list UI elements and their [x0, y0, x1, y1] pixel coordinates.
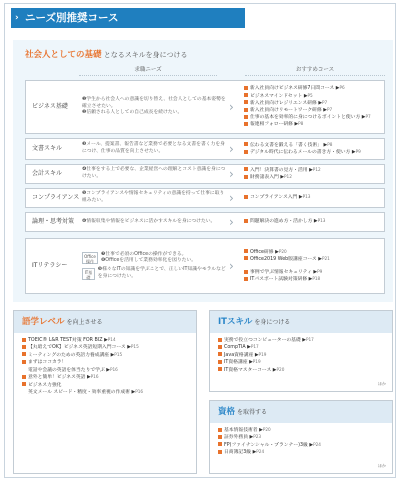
certification-box-title: 資格	[218, 407, 236, 417]
chevron-right-icon: ›	[15, 13, 19, 23]
page-ref: P13	[317, 218, 326, 224]
page	[4, 3, 396, 478]
course-name[interactable]: Office2019 Web版講座コース	[250, 256, 317, 262]
course-name[interactable]: デジタル時代に伝わるメールの書き方・使い方	[250, 150, 351, 155]
course-list	[244, 81, 382, 133]
course-list-item[interactable]	[218, 434, 321, 441]
course-entry[interactable]: 電話や会議の英語を体当たりで学ぶ ▶P16	[28, 366, 118, 373]
needs-text	[82, 81, 226, 133]
course-list-item[interactable]	[218, 427, 321, 434]
panel-heading-rest: となるスキルを身につける	[103, 51, 188, 59]
it-skill-box	[209, 310, 393, 392]
needs-text	[82, 239, 226, 293]
skill-row-it	[25, 238, 385, 294]
page-ref: P9	[317, 269, 323, 274]
basic-skills-panel	[13, 40, 393, 302]
course-name[interactable]: 実務で役立つコンピューターの基礎	[224, 338, 301, 343]
square-bullet-icon	[218, 367, 222, 371]
square-bullet-icon	[218, 450, 222, 454]
course-link[interactable]: 財務諸表入門 ▶P12	[244, 174, 382, 181]
square-bullet-icon	[218, 360, 222, 364]
course-name[interactable]: IT資格マスターコース	[224, 367, 272, 373]
page-ref: P16	[135, 388, 144, 394]
page-ref: P5	[307, 92, 313, 98]
course-name[interactable]: ミーティングのための英語力養成講座	[28, 352, 110, 358]
course-name[interactable]: 日商簿記3級	[224, 450, 252, 456]
square-bullet-icon	[244, 122, 248, 126]
it-skill-box-title: ITスキル	[218, 317, 253, 327]
square-bullet-icon	[244, 195, 248, 199]
need-item: ❷信頼される人としての自己成長を続けたい。	[82, 110, 183, 116]
square-bullet-icon	[22, 345, 26, 349]
page-ref: P8	[327, 141, 333, 147]
square-bullet-icon	[244, 115, 248, 119]
course-entry[interactable]: 証券外務員 ▶P23	[218, 435, 261, 440]
it-skill-box-header	[210, 311, 392, 333]
course-link[interactable]: デジタル時代に伝わるメールの書き方・使い方 ▶P9	[244, 149, 382, 156]
page-ref: P9	[355, 149, 361, 154]
course-name[interactable]: 証券外務員	[224, 435, 248, 441]
course-link[interactable]: Office研修 ▶P20	[244, 249, 382, 256]
certification-box-subtitle: を取得する	[236, 409, 267, 416]
course-list	[244, 239, 382, 293]
course-link[interactable]: 新入社員向けレジリエンス研修 ▶P7	[244, 100, 382, 107]
skill-row	[25, 188, 385, 208]
more-label: ほか	[378, 463, 386, 468]
skill-label: コンプライアンス	[32, 194, 80, 202]
course-link[interactable]: 仕事の基本を効率的に身につけるポイントと使い方 ▶P7	[244, 114, 382, 121]
course-link[interactable]: ITパスポート試験対策研修 ▶P18	[244, 276, 382, 283]
panel-heading	[25, 48, 188, 60]
need-sub-text	[101, 252, 196, 265]
course-name[interactable]: IT資格講座	[224, 360, 248, 366]
page-ref: P21	[321, 255, 330, 261]
course-entry[interactable]: 英文メール スピード・精度・効率重視の作成術 ▶P16	[28, 388, 144, 395]
needs-text	[82, 213, 226, 231]
square-bullet-icon	[244, 167, 248, 171]
page-ref: P20	[278, 248, 287, 254]
column-header-courses: おすすめコース	[245, 64, 385, 76]
it-skill-box-subtitle: を身につける	[254, 319, 291, 326]
chevron-right-icon: ›	[229, 259, 234, 273]
course-list-item[interactable]	[218, 442, 321, 449]
course-name[interactable]: 事例で学ぶ情報セキュリティ	[250, 270, 312, 275]
course-entry[interactable]: TOEIC® L&R TEST対策 FOR BIZ ▶P14	[22, 338, 116, 343]
page-ref: P17	[250, 344, 259, 350]
language-box-title: 語学レベル	[22, 317, 65, 327]
course-name[interactable]: Office研修	[250, 249, 274, 255]
course-list-item[interactable]	[22, 367, 143, 374]
page-ref: P14	[107, 337, 116, 342]
course-name[interactable]: ビジネス力強化	[28, 382, 62, 388]
course-name[interactable]: TOEIC® L&R TEST対策 FOR BIZ	[28, 338, 103, 343]
language-box-header	[14, 311, 196, 333]
chevron-right-icon: ›	[229, 191, 234, 205]
chevron-right-icon: ›	[229, 142, 234, 156]
needs-text	[82, 189, 226, 207]
square-bullet-icon	[244, 270, 248, 274]
course-name[interactable]: 報連相フォロー研修	[250, 122, 293, 128]
needs-text	[82, 139, 226, 159]
certification-box-header	[210, 401, 392, 423]
skill-row	[25, 164, 385, 184]
skill-label: 文書スキル	[32, 145, 62, 153]
course-entry[interactable]: Java資格講座 ▶P19	[218, 353, 266, 358]
skill-row	[25, 212, 385, 232]
page-title	[11, 8, 245, 28]
course-entry[interactable]: CompTIA ▶P17	[218, 345, 259, 350]
language-course-list	[22, 337, 143, 396]
need-item: ❻情報収集や情報をビジネスに活かすスキルを身につけたい。	[82, 218, 216, 224]
course-entry[interactable]: ミーティングのための英語力養成講座 ▶P15	[22, 353, 122, 358]
page-ref: P12	[312, 166, 321, 172]
course-list-item[interactable]	[22, 359, 143, 366]
page-title-text: ニーズ別推奨コース	[25, 12, 119, 24]
page-ref: P8	[298, 121, 304, 127]
course-entry[interactable]: 意外と簡単！ビジネス英語 ▶P16	[22, 375, 99, 380]
course-list-item[interactable]	[218, 449, 321, 456]
page-ref: P15	[114, 351, 123, 357]
page-ref: P19	[252, 359, 261, 365]
course-name[interactable]: 伝わる文書を鍛える「書く技術」	[250, 142, 322, 148]
course-link[interactable]: Office2019 Web版講座コース ▶P21	[244, 256, 382, 263]
course-list-item[interactable]	[22, 374, 143, 381]
course-list-item[interactable]	[218, 359, 314, 366]
course-entry[interactable]	[22, 383, 61, 388]
page-ref: P24	[256, 449, 265, 455]
course-link[interactable]: 伝わる文書を鍛える「書く技術」 ▶P8	[244, 142, 382, 149]
course-entry[interactable]: 日商簿記3級 ▶P24	[218, 450, 264, 455]
course-list-item[interactable]	[22, 344, 143, 351]
square-bullet-icon	[22, 338, 26, 342]
course-link[interactable]: ビジネスマインドセット ▶P5	[244, 93, 382, 100]
square-bullet-icon	[244, 142, 248, 146]
course-list-item[interactable]	[218, 344, 314, 351]
course-name[interactable]: コンプライアンス入門	[250, 195, 298, 201]
page-ref: P7	[326, 107, 333, 112]
course-list	[244, 189, 382, 207]
course-link[interactable]: コンプライアンス入門 ▶P13	[244, 194, 382, 201]
skill-label: ITリテラシー	[32, 262, 68, 270]
square-bullet-icon	[218, 338, 222, 342]
page-ref: P16	[109, 366, 118, 372]
need-item: ❶学生から社会人への意識を切り替え、社会人としての基本姿勢を確立させたい。	[82, 96, 226, 109]
page-ref: P20	[262, 427, 271, 432]
course-name[interactable]: CompTIA	[224, 345, 246, 351]
course-entry[interactable]	[22, 360, 66, 365]
square-bullet-icon	[244, 108, 248, 112]
course-list-item[interactable]	[22, 337, 143, 344]
certification-box	[209, 400, 393, 474]
course-list	[244, 139, 382, 159]
course-name[interactable]: 新入社員向けレジリエンス研修	[250, 100, 317, 106]
skill-row	[25, 138, 385, 160]
course-name[interactable]: ITパスポート試験対策研修	[250, 277, 308, 283]
it-course-list	[218, 337, 314, 374]
course-link[interactable]: 新入社員向けリモートワーク研修 ▶P7	[244, 107, 382, 114]
square-bullet-icon	[244, 219, 248, 223]
course-name[interactable]: まずはココカラ！	[28, 360, 67, 366]
column-header-needs: 求職ニーズ	[79, 64, 217, 76]
page-ref: P13	[302, 194, 311, 200]
course-name[interactable]: Java資格講座	[224, 352, 254, 358]
square-bullet-icon	[244, 86, 248, 90]
course-list-item[interactable]	[22, 389, 143, 396]
skill-label: ビジネス基礎	[32, 103, 68, 111]
course-list-item[interactable]	[218, 352, 314, 359]
course-link[interactable]: 新入社員向けビジネス研修7日間コース ▶P6	[244, 85, 382, 92]
course-list-item[interactable]	[218, 367, 314, 374]
square-bullet-icon	[244, 100, 248, 104]
page-ref: P7	[322, 99, 328, 105]
course-entry[interactable]: IT資格マスターコース ▶P20	[218, 368, 284, 373]
course-entry[interactable]: FP(ファイナンシャル・プランナー)3級 ▶P24	[218, 443, 321, 448]
skill-row	[25, 80, 385, 134]
course-entry[interactable]: 基本情報技術者 ▶P20	[218, 428, 271, 433]
category-tag: Office操作	[82, 252, 98, 264]
chevron-right-icon: ›	[229, 100, 234, 114]
square-bullet-icon	[244, 150, 248, 154]
course-entry[interactable]: 実務で役立つコンピューターの基礎 ▶P17	[218, 338, 314, 343]
needs-text	[82, 165, 226, 183]
skill-label: 論理・思考対策	[32, 218, 75, 226]
square-bullet-icon	[218, 345, 222, 349]
course-name[interactable]: 基本情報技術者	[224, 428, 258, 433]
square-bullet-icon	[244, 175, 248, 179]
more-label: ほか	[378, 381, 386, 386]
certification-course-list	[218, 427, 321, 457]
course-link[interactable]: 報連相フォロー研修 ▶P8	[244, 121, 382, 128]
course-list-item[interactable]	[22, 352, 143, 359]
panel-heading-emphasis: 社会人としての基礎	[25, 50, 102, 60]
square-bullet-icon	[22, 382, 26, 386]
course-link[interactable]: 入門！決算書の見方・活用 ▶P12	[244, 167, 382, 174]
page-ref: P24	[313, 441, 321, 447]
need-item: ❽Officeを活用して業務効率化を図りたい。	[101, 258, 197, 264]
square-bullet-icon	[22, 352, 26, 356]
need-item: ❾様々なITの知識を学ぶことで、正しいIT知識やモラルなどを身につけたい。	[97, 267, 226, 279]
page-ref: P20	[276, 366, 285, 372]
course-name[interactable]: 新入社員向けビジネス研修7日間コース	[250, 86, 335, 92]
course-name[interactable]: ビジネスマインドセット	[250, 93, 303, 99]
language-box	[13, 310, 197, 474]
course-name[interactable]: 問題解決の進め方・活かし方	[250, 219, 313, 225]
need-sub-text	[98, 267, 226, 280]
course-entry[interactable]: 【丸暗えでOK】ビジネス英語短期入門コース ▶P15	[22, 345, 139, 350]
page-ref: P18	[312, 276, 321, 282]
need-sub	[82, 267, 226, 280]
need-item: ❺コンプライアンスや情報セキュリティの意識を持って仕事に取り組みたい。	[82, 191, 225, 203]
course-name[interactable]: 仕事の基本を効率的に身につけるポイントと使い方	[250, 115, 361, 121]
square-bullet-icon	[218, 435, 222, 439]
square-bullet-icon	[218, 352, 222, 356]
square-bullet-icon	[218, 442, 222, 446]
course-name[interactable]: 財務諸表入門	[250, 175, 279, 180]
square-bullet-icon	[22, 360, 26, 364]
category-tag: IT基礎	[82, 268, 95, 280]
square-bullet-icon	[244, 93, 248, 97]
page-ref: P12	[284, 174, 292, 179]
course-name[interactable]: 電話や会議の英語を体当たりで学ぶ	[28, 367, 105, 373]
course-link[interactable]: 問題解決の進め方・活かし方 ▶P13	[244, 218, 382, 225]
square-bullet-icon	[218, 428, 222, 432]
course-name[interactable]: FP(ファイナンシャル・プランナー)3級	[224, 442, 308, 448]
course-name[interactable]: 入門！決算書の見方・活用	[250, 167, 308, 173]
page-ref: P15	[130, 344, 139, 350]
course-list	[244, 165, 382, 183]
skill-label: 会計スキル	[32, 170, 62, 178]
square-bullet-icon	[244, 256, 248, 260]
page-ref: P19	[258, 351, 267, 357]
page-ref: P23	[253, 434, 262, 440]
course-list-item[interactable]	[22, 382, 143, 389]
need-item: ❹仕事をする上で必要な、企業経営への理解とコスト意識を身につけたい。	[82, 167, 226, 179]
square-bullet-icon	[244, 249, 248, 253]
page-ref: P17	[305, 337, 314, 342]
page-ref: P6	[339, 85, 345, 91]
page-ref: P7	[365, 114, 371, 120]
course-name[interactable]: 【丸暗えでOK】ビジネス英語短期入門コース	[28, 345, 126, 351]
course-list	[244, 213, 382, 231]
course-name[interactable]: 新入社員向けリモートワーク研修	[250, 108, 322, 113]
chevron-right-icon: ›	[229, 167, 234, 181]
need-item: ❸メール、提案書、報告書など業務で必要となる文書を書く力を身につけ、仕事の品質を向上させたい。	[82, 142, 225, 154]
square-bullet-icon	[22, 375, 26, 379]
chevron-right-icon: ›	[229, 215, 234, 229]
course-name[interactable]: 英文メール スピード・精度・効率重視の作成術	[28, 389, 130, 395]
course-link[interactable]: 事例で学ぶ情報セキュリティ ▶P9	[244, 269, 382, 276]
need-sub	[82, 252, 226, 265]
page-ref: P16	[90, 374, 99, 380]
course-name[interactable]: 意外と簡単！ビジネス英語	[28, 375, 86, 381]
need-item: ❼仕事で必須のOfficeの操作ができる。	[101, 251, 187, 257]
language-box-subtitle: を向上させる	[66, 319, 103, 326]
square-bullet-icon	[244, 277, 248, 281]
course-entry[interactable]: IT資格講座 ▶P19	[218, 360, 261, 365]
course-list-item[interactable]	[218, 337, 314, 344]
